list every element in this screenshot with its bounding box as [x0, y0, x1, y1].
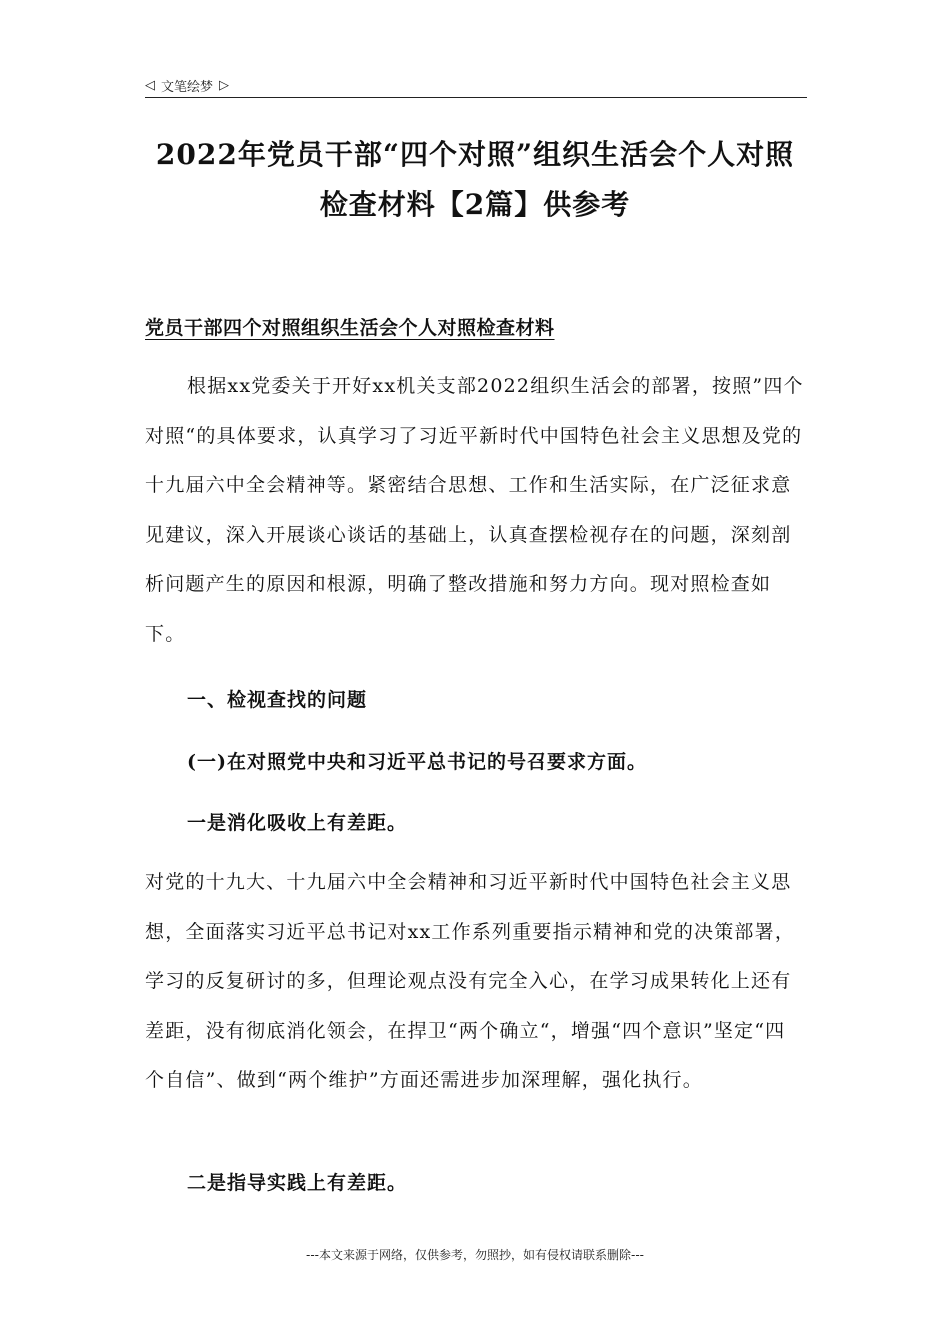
- page-header: [145, 74, 805, 96]
- heading-problems: 一、检视查找的问题: [187, 689, 368, 711]
- intro-paragraph: 根据xx党委关于开好xx机关支部2022组织生活会的部署，按照”四个对照“的具体要求，认真学习了习近平新时代中国特色社会主义思想及党的十九届六中全会精神等。紧密结合思想、工作和生活实际，在广泛征求意见建议，深入开展谈心谈话的基础上，认真查摆检视存在的问题，深刻剖析问题产生的原因和根源，明确了整改措施和努力方向。现对照检查如下。: [145, 375, 804, 645]
- body-paragraph: 对党的十九大、十九届六中全会精神和习近平新时代中国特色社会主义思想，全面落实习近平总书记对xx工作系列重要指示精神和党的决策部署，学习的反复研讨的多，但理论观点没有完全入心，在学习成果转化上还有差距，没有彻底消化领会，在捍卫“两个确立“，增强“四个意识”坚定“四个自信”、做到“两个维护”方面还需进步加深理解，强化执行。: [145, 871, 796, 1091]
- document-title: [110, 130, 840, 230]
- heading-point-2: 二是指导实践上有差距。: [187, 1172, 408, 1194]
- title-line-2: 检查材料【2篇】供参考: [319, 188, 631, 221]
- footer-notice: ---本文来源于网络，仅供参考，勿照抄，如有侵权请联系删除---: [306, 1248, 644, 1262]
- heading-subsection-1: (一)在对照党中央和习近平总书记的号召要求方面。: [187, 751, 647, 773]
- section-title: 党员干部四个对照组织生活会个人对照检查材料: [145, 317, 555, 339]
- right-triangle-icon: ▷: [219, 77, 230, 93]
- heading-point-1: 一是消化吸收上有差距。: [187, 812, 408, 834]
- header-divider: [145, 97, 807, 98]
- header-label: 文笔绘梦: [161, 79, 214, 95]
- title-line-1: 2022年党员干部“四个对照”组织生活会个人对照: [155, 138, 795, 171]
- left-triangle-icon: ◁: [145, 77, 155, 93]
